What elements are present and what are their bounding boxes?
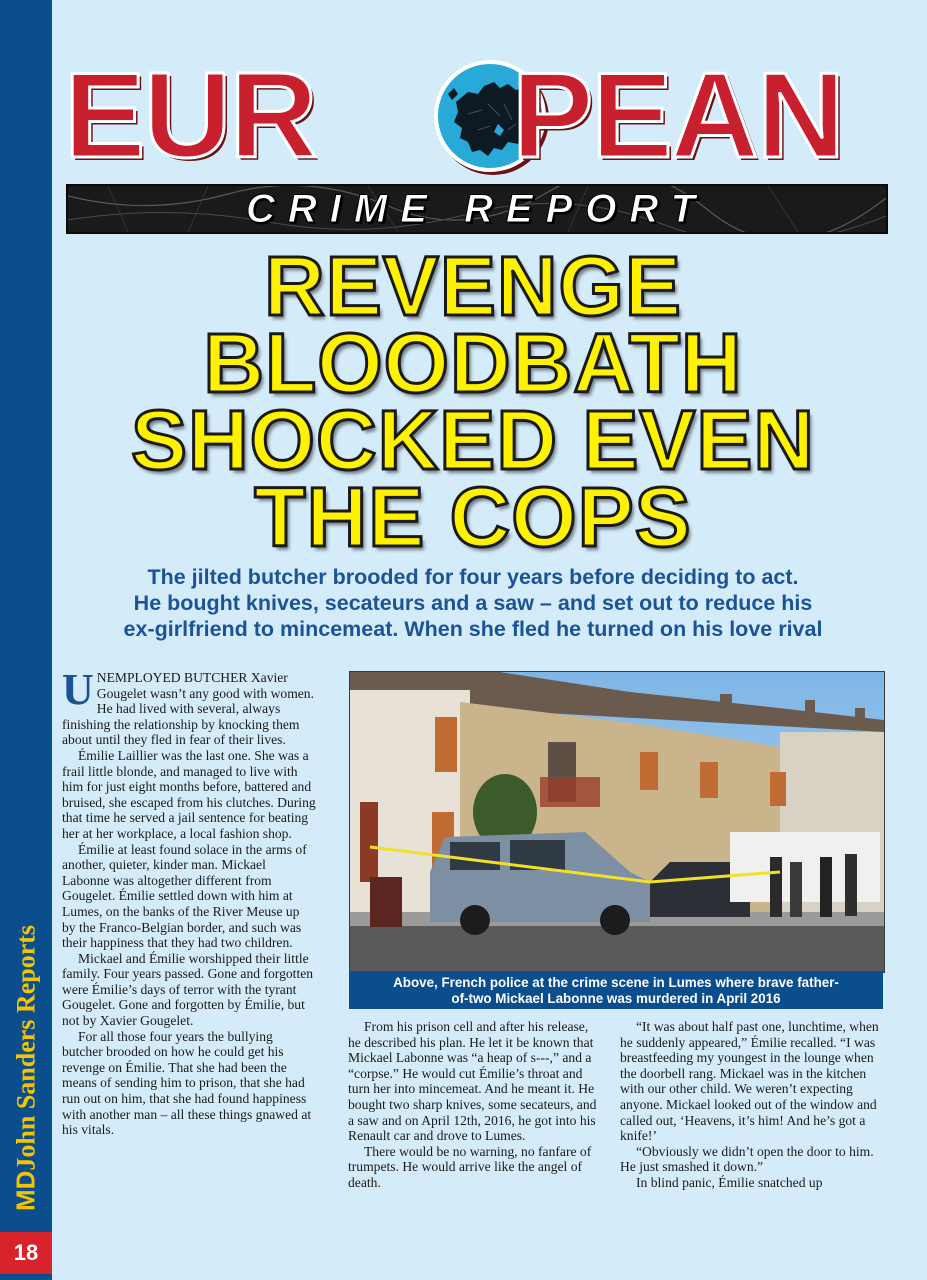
standfirst [60,564,886,642]
caption-line: of-two Mickael Labonne was murdered in April 2016 [451,991,781,1006]
drop-cap: U [62,665,94,714]
section-label [11,925,42,1211]
headline-line: THE COPS [254,470,692,564]
photo-caption [349,971,883,1009]
article-column-3 [620,1019,882,1191]
masthead [60,47,886,183]
masthead-word-right: PEAN [512,47,843,183]
article-paragraph: “Obviously we didn’t open the door to him. He just smashed it down.” [620,1143,874,1175]
brand-md: MD [10,1170,41,1212]
headline-line: REVENGE [264,239,682,333]
standfirst-line: ex-girlfriend to mincemeat. When she fled he turned on his love rival [123,617,823,641]
crime-report-title: CRIME REPORT [246,187,708,231]
article-paragraph: For all those four years the bullying butcher brooded on how he could get his revenge on Émilie. That she had been the means of sending him to prison, that she had run out on him, that she had found happiness with another man – all these things gnawed at his vitals. [62,1028,312,1138]
headline-line: SHOCKED EVEN [130,393,816,487]
article-column-1 [62,665,316,1138]
article-paragraph: NEMPLOYED BUTCHER Xavier Gougelet wasn’t any good with women. He had lived with several, always finishing the relationship by knocking them about until they fled in fear of their lives. [62,670,314,748]
section-title: John Sanders Reports [11,924,41,1171]
page-number: 18 [0,1232,52,1274]
article-paragraph: “It was about half past one, lunchtime, when he suddenly appeared,” Émilie recalled. “I was breastfeeding my youngest in the lounge when the doorbell rang. Mickael was in the kitchen with our other child. We weren’t expecting anyone. Mickael looked out of the window and called out, ‘Heavens, it’s him! And he’s got a knife!’ [620,1019,879,1144]
crime-scene-photo [349,671,885,973]
article-paragraph: Émilie at least found solace in the arms of another, quieter, kinder man. Mickael Labonne was altogether different from Gougelet. Émilie settled down with him at Lumes, on the banks of the River Meuse up by the Franco-Belgian border, and such was their happiness that they had two children. [62,841,307,951]
headline [60,239,886,564]
article-paragraph: From his prison cell and after his release, he described his plan. He let it be known that Mickael Labonne was “a heap of s---,” and a “corpse.” He would cut Émilie’s throat and turn her into mincemeat. And he meant it. He bought two sharp knives, some secateurs, and a saw and on April 12th, 2016, he got into his Renault car and drove to Lumes. [348,1019,597,1144]
caption-line: Above, French police at the crime scene in Lumes where brave father- [393,975,839,990]
crime-report-banner [66,184,888,234]
article-column-2 [348,1019,598,1191]
standfirst-line: He bought knives, secateurs and a saw – and set out to reduce his [133,591,813,615]
article-paragraph: Émilie Laillier was the last one. She was a frail little blonde, and managed to live with him for just eight months before, battered and bruised, she escaped from his clutches. During that time he served a jail sentence for beating her at her workplace, a local fashion shop. [62,747,316,841]
article-paragraph: In blind panic, Émilie snatched up [636,1174,823,1190]
article-paragraph: Mickael and Émilie worshipped their little family. Four years passed. Gone and forgotten were Émilie’s days of terror with the tyrant Gougelet. Gone and forgotten by Émilie, but not by Xavier Gougelet. [62,950,314,1029]
masthead-word-left: EUR [64,47,316,183]
headline-line: BLOODBATH [203,316,743,410]
article-paragraph: There would be no warning, no fanfare of trumpets. He would arrive like the angel of death. [348,1143,592,1190]
standfirst-line: The jilted butcher brooded for four years before deciding to act. [147,565,799,589]
